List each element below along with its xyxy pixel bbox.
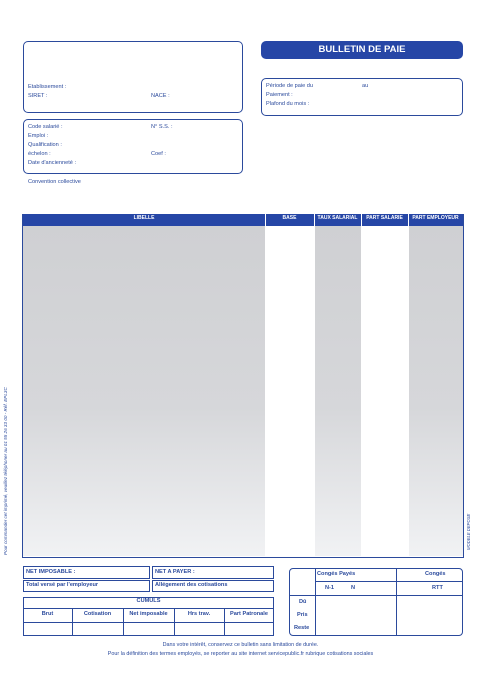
periode-label: Période de paie du	[266, 83, 313, 89]
code-salarie-label: Code salarié :	[28, 124, 63, 130]
col-divider	[265, 214, 266, 557]
base-column	[265, 226, 314, 556]
cumuls-divider	[23, 608, 274, 609]
footer-line-1: Dans votre intérêt, conservez ce bulletin sans limitation de durée.	[162, 642, 319, 648]
etablissement-label: Etablissement :	[28, 84, 67, 90]
pris-label: Pris	[297, 612, 308, 618]
taux-column	[314, 226, 361, 556]
ss-label: N° S.S. :	[151, 124, 173, 130]
model-depose-text: MODELE DEPOSE	[466, 513, 471, 550]
emploi-label: Emploi :	[28, 133, 49, 139]
header-libelle: LIBELLE	[23, 214, 265, 223]
du-label: Dû	[299, 599, 307, 605]
allegement-label: Allégement des cotisations	[155, 582, 228, 588]
plafond-label: Plafond du mois :	[266, 101, 310, 107]
net-imposable-label: NET IMPOSABLE :	[26, 569, 76, 575]
conges-divider	[315, 581, 463, 582]
echelon-label: échelon :	[28, 151, 51, 157]
header-part-employeur: PART EMPLOYEUR	[408, 214, 463, 223]
n-label: N	[351, 585, 356, 591]
col-divider	[361, 214, 362, 557]
col-divider	[314, 214, 315, 557]
coef-label: Coef :	[151, 151, 166, 157]
au-label: au	[362, 83, 369, 89]
siret-label: SIRET :	[28, 93, 48, 99]
employer-box	[23, 41, 243, 113]
libelle-column	[23, 226, 265, 556]
cumul-hrs-trav: Hrs trav.	[187, 611, 211, 617]
conges-col-divider	[315, 568, 316, 636]
cumul-net-imposable: Net imposable	[129, 611, 168, 617]
total-verse-label: Total versé par l'employeur	[26, 582, 99, 588]
cumuls-divider	[23, 622, 274, 623]
header-part-salarie: PART SALARIE	[361, 214, 408, 223]
part-employeur-column	[408, 226, 463, 556]
conges-label: Congés	[425, 571, 446, 577]
paiement-label: Paiement :	[266, 92, 293, 98]
conges-payes-label: Congés Payés	[317, 571, 356, 577]
qualification-label: Qualification :	[28, 142, 62, 148]
net-a-payer-label: NET A PAYER :	[155, 569, 195, 575]
header-taux: TAUX SALARIAL	[314, 214, 361, 223]
cumul-cotisation: Cotisation	[83, 611, 112, 617]
part-salarie-column	[361, 226, 408, 556]
cumuls-title: CUMULS	[136, 598, 161, 604]
header-base: BASE	[265, 214, 314, 223]
n1-label: N-1	[325, 585, 335, 591]
document-title: BULLETIN DE PAIE	[261, 41, 463, 59]
convention-label: Convention collective	[28, 179, 81, 185]
footer-line-2: Pour la définition des termes employés, se reporter au site internet servicepublic.fr rubrique cotisations sociales	[107, 651, 374, 657]
order-info-text: Pour commander cet imprimé, veuillez téléphoner au 01 55 26 33 00 - Réf. EPL3C	[3, 387, 8, 555]
cumul-brut: Brut	[41, 611, 54, 617]
cumul-part-patronale: Part Patronale	[230, 611, 268, 617]
reste-label: Reste	[294, 625, 310, 631]
nace-label: NACE :	[151, 93, 170, 99]
anciennete-label: Date d'ancienneté :	[28, 160, 77, 166]
rtt-label: RTT	[432, 585, 443, 591]
col-divider	[408, 214, 409, 557]
conges-col-divider	[396, 568, 397, 636]
